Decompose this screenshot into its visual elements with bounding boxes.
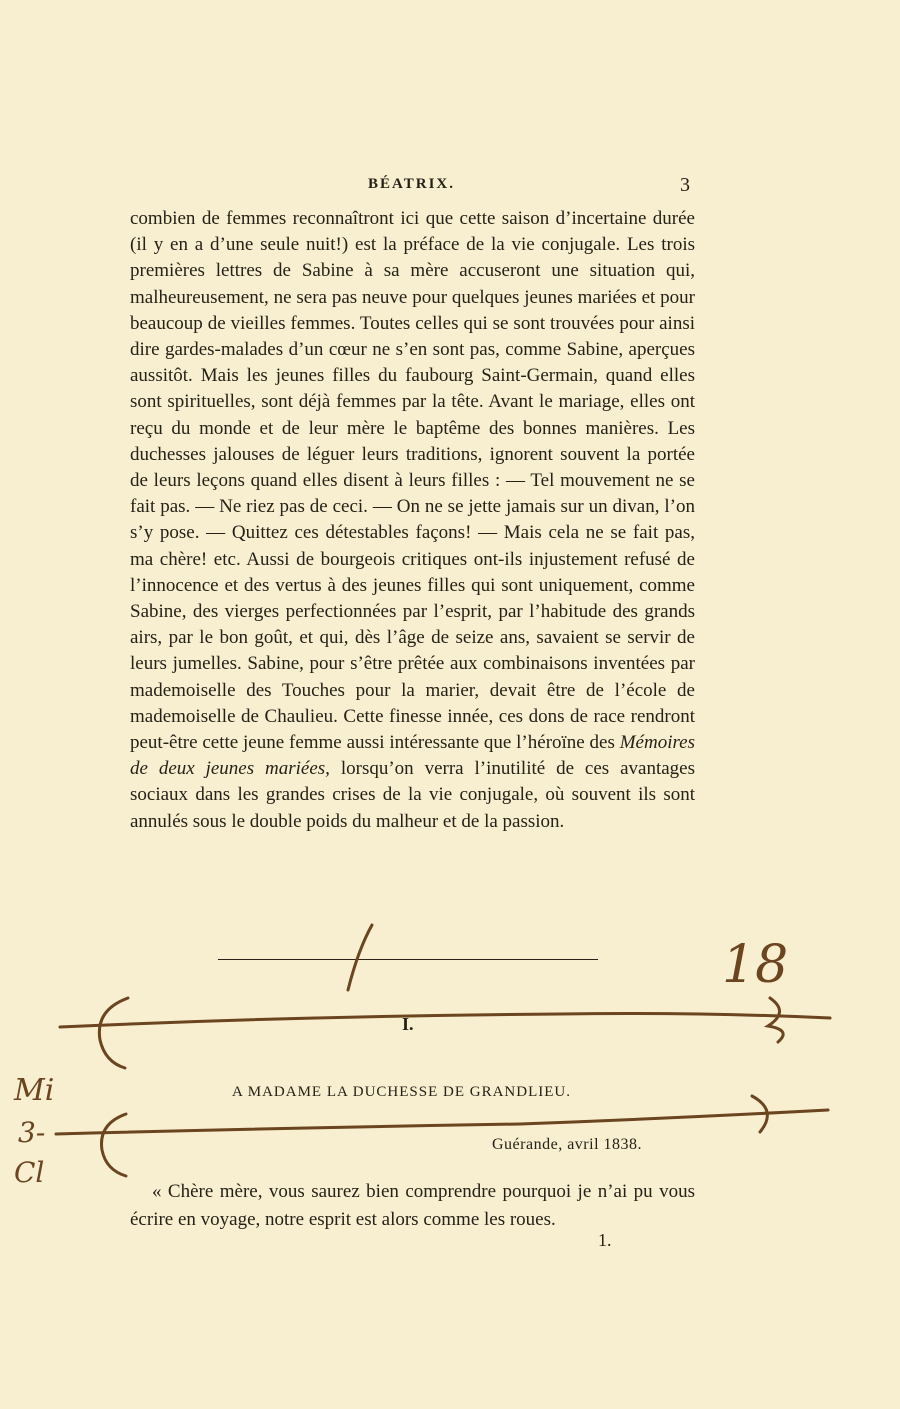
letter-heading: A MADAME LA DUCHESSE DE GRANDLIEU. (232, 1084, 572, 1100)
chapter-number: I. (402, 1014, 414, 1034)
margin-note-line: Cl (14, 1156, 45, 1189)
running-title: BÉATRIX. (368, 176, 455, 192)
ink-bracket-upper-left (99, 998, 128, 1068)
margin-note-line: Mi (14, 1073, 55, 1108)
body-text-after-title: lorsqu’on verra l’inutilité de ces avantages sociaux dans les grandes crises de la vie conjugale, où souvent ils sont annulés sous le double poids du malheur et de la passion. (130, 758, 695, 832)
body-text-before-title: combien de femmes reconnaîtront ici que cette saison d’incertaine durée (il y en a d’une seule nuit!) est la préface de la vie conjugale. Les trois premières lettres de Sabine à sa mère accuseront une situation qui, malheureusement, ne sera pas neuve pour quelques jeunes mariées et pour beaucoup de vieilles femmes. Toutes celles qui se sont trouvées pour ainsi dire gardes-malades d’un cœur ne s’en sont pas, comme Sabine, aperçues aussitôt. Mais les jeunes filles du faubourg Saint-Germain, quand elles sont spirituelles, sont déjà femmes par la tête. Avant le mariage, elles ont reçu du monde et de leur mère le baptême des bonnes manières. Les duchesses jalouses de léguer leurs traditions, ignorent souvent la portée de leurs leçons quand elles disent à leurs filles : — Tel mouvement ne se fait pas. — Ne riez pas de ceci. — On ne se jette jamais sur un divan, l’on s’y pose. — Quittez ces détestables façons! — Mais cela ne se fait pas, ma chère! etc. Aussi de bourgeois critiques ont-ils injustement refusé de l’innocence et des vertus à des jeunes filles qui sont uniquement, comme Sabine, des vierges perfectionnées par l’esprit, par l’habitude des grands airs, par le bon goût, et qui, dès l’âge de seize ans, savaient se servir de leurs jumelles. Sabine, pour s’être prêtée aux combinaisons inventées par mademoiselle des Touches pour la marier, devait être de l’école de mademoiselle de Chaulieu. Cette finesse innée, ces dons de race rendront peut-être cette jeune femme aussi intéressante que l’héroïne des (130, 208, 695, 754)
margin-note-line: 3- (18, 1116, 46, 1149)
italic-book-title: Mémoires de deux jeunes mariées, (130, 732, 695, 780)
margin-numeral: 18 (722, 935, 789, 995)
page-number: 3 (680, 174, 690, 196)
ink-strokes (56, 925, 830, 1176)
ink-slash-mark (348, 925, 372, 990)
ink-bracket-lower-left (102, 1114, 127, 1176)
signature-mark: 1. (598, 1230, 612, 1250)
ink-bracket-upper-right (768, 998, 783, 1042)
letter-dateline: Guérande, avril 1838. (492, 1136, 643, 1153)
ink-line-upper (60, 1014, 830, 1028)
ink-line-lower (56, 1110, 828, 1134)
letter-opening: « Chère mère, vous saurez bien comprendre pourquoi je n’ai pu vous écrire en voyage, notre esprit est alors comme les roues. (130, 1181, 695, 1230)
